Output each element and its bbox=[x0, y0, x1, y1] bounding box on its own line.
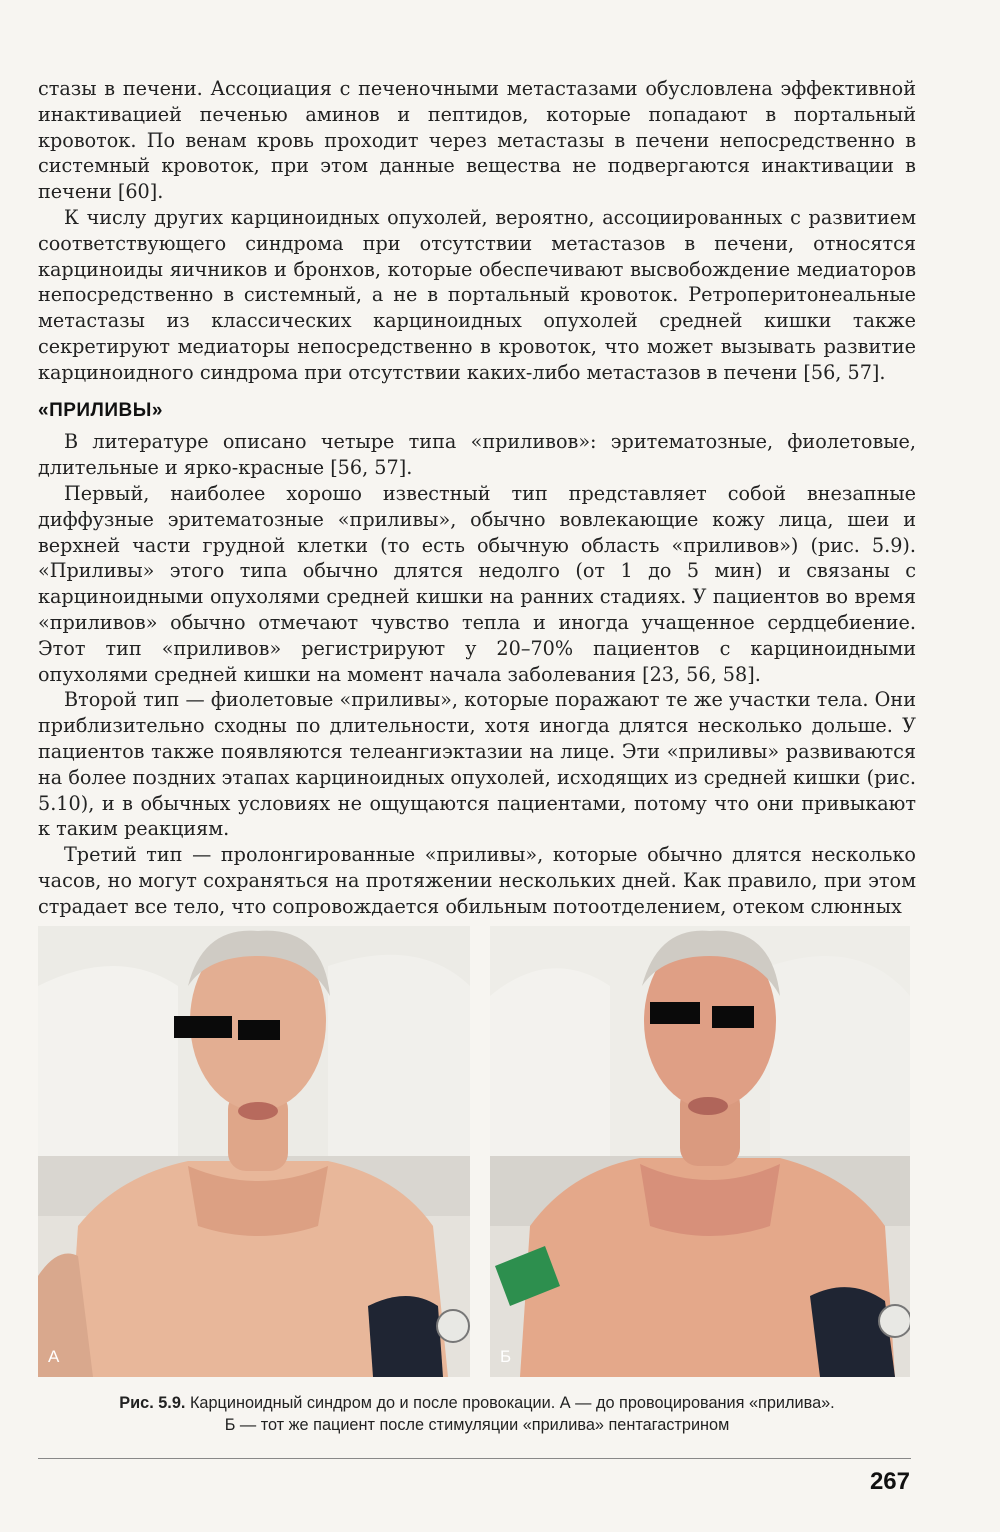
paragraph: Третий тип — пролонгированные «приливы», которые обычно длятся несколько часов, но могут сохраняться на протяжении нескольких дней. Как правило, при этом страдает все тело, что сопровождается обильным потоотделением, отеком слюнных bbox=[38, 843, 916, 918]
caption-text: Карциноидный синдром до и после провокации. А — до провоцирования «прилива». bbox=[185, 1394, 835, 1412]
paragraph: Первый, наиболее хорошо известный тип представляет собой внезапные диффузные эритематозные «приливы», обычно вовлекающие кожу лица, шеи и верхней части грудной клетки (то есть обычную область «приливов») (рис. 5.9). «Приливы» этого типа обычно длятся недолго (от 1 до 5 мин) и связаны с карциноидными опухолями средней кишки на ранних стадиях. У пациентов во время «приливов» обычно отмечают чувство тепла и иногда учащенное сердцебиение. Этот тип «приливов» регистрируют у 20–70% пациентов с карциноидными опухолями средней кишки на момент начала заболевания [23, 56, 58]. bbox=[38, 481, 916, 686]
paragraph: стазы в печени. Ассоциация с печеночными метастазами обусловлена эффективной инактивацией печенью аминов и пептидов, которые попадают в портальный кровоток. По венам кровь проходит через метастазы в печени непосредственно в системный кровоток, при этом данные вещества не подвергаются инактивации в печени [60]. bbox=[38, 77, 916, 204]
footer-rule bbox=[38, 1458, 911, 1459]
page-number: 267 bbox=[869, 1468, 910, 1495]
panel-b-letter: Б bbox=[500, 1347, 512, 1366]
paragraph: Второй тип — фиолетовые «приливы», которые поражают те же участки тела. Они приблизительно сходны по длительности, хотя иногда длятся несколько дольше. У пациентов также появляются телеангиэктазии на лице. Эти «приливы» развиваются на более поздних этапах карциноидных опухолей, исходящих из средней кишки (рис. 5.10), и в обычных условиях не ощущаются пациентами, потому что они привыкают к таким реакциям. bbox=[38, 688, 916, 841]
paragraph: К числу других карциноидных опухолей, вероятно, ассоциированных с развитием соответствующего синдрома при отсутствии метастазов в печени, относятся карциноиды яичников и бронхов, которые обеспечивают высвобождение медиаторов непосредственно в системный, а не в портальный кровоток. Ретроперитонеальные метастазы из классических карциноидных опухолей средней кишки также секретируют медиаторы непосредственно в кровоток, что может вызывать развитие карциноидного синдрома при отсутствии каких-либо метастазов в печени [56, 57]. bbox=[38, 205, 916, 384]
patient-photo-before bbox=[38, 926, 470, 1377]
section-heading: «ПРИЛИВЫ» bbox=[38, 399, 163, 421]
panel-a-letter: А bbox=[48, 1347, 60, 1366]
caption-label: Рис. 5.9. bbox=[119, 1394, 186, 1412]
paragraph: В литературе описано четыре типа «приливов»: эритематозные, фиолетовые, длительные и ярко-красные [56, 57]. bbox=[38, 430, 916, 480]
body-text bbox=[38, 76, 916, 920]
figure-caption bbox=[38, 1392, 916, 1436]
caption-line-1 bbox=[38, 1392, 916, 1414]
figure-panel-b-photo bbox=[490, 926, 910, 1377]
patient-photo-after bbox=[490, 926, 910, 1377]
caption-line-2: Б — тот же пациент после стимуляции «прилива» пентагастрином bbox=[224, 1416, 730, 1434]
figure-panel-a-photo bbox=[38, 926, 470, 1377]
